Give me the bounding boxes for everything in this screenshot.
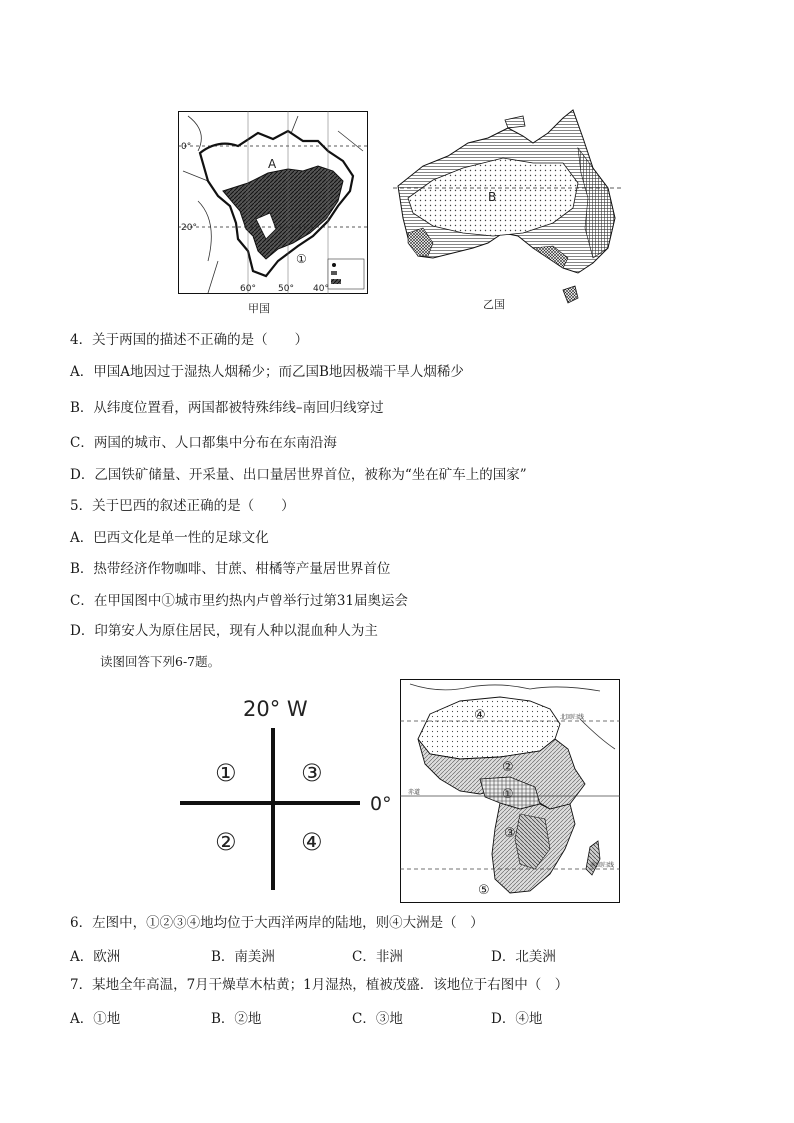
brazil-map-svg xyxy=(178,111,368,294)
lat-20-label: 20° xyxy=(181,223,197,233)
q4-option-b: B．从纬度位置看，两国都被特殊纬线–南回归线穿过 xyxy=(70,400,384,416)
lon-50-label: 50° xyxy=(278,284,294,294)
lon-40-label: 40° xyxy=(313,284,329,294)
africa-region-1: ① xyxy=(502,787,514,802)
africa-region-2: ② xyxy=(502,760,514,775)
tropic-north-label: 北回归线 xyxy=(560,714,585,721)
q6-option-b: B．南美洲 xyxy=(211,949,275,965)
lat-0-label: 0° xyxy=(181,142,192,152)
quadrant-4: ④ xyxy=(301,828,323,856)
australia-map-svg xyxy=(393,108,623,310)
region-label-b: B xyxy=(488,190,497,204)
q7-option-c: C．③地 xyxy=(352,1011,403,1027)
q7-option-d: D．④地 xyxy=(491,1011,543,1027)
q4-option-d: D．乙国铁矿储量、开采量、出口量居世界首位，被称为“坐在矿车上的国家” xyxy=(70,467,527,483)
q4-stem: 4．关于两国的描述不正确的是（ ） xyxy=(70,332,309,348)
q7-option-b: B．②地 xyxy=(211,1011,262,1027)
quadrant-3: ③ xyxy=(301,759,323,787)
africa-region-4: ④ xyxy=(474,708,486,723)
quadrant-2: ② xyxy=(215,828,237,856)
australia-map xyxy=(393,108,623,310)
q6-option-d: D．北美洲 xyxy=(491,949,556,965)
meridian-label: 20° W xyxy=(243,697,308,721)
australia-map-caption: 乙国 xyxy=(483,298,505,311)
q5-option-c: C．在甲国图中①城市里约热内卢曾举行过第31届奥运会 xyxy=(70,593,409,609)
q5-stem: 5．关于巴西的叙述正确的是（ ） xyxy=(70,498,295,514)
quadrant-1: ① xyxy=(215,759,237,787)
africa-region-5: ⑤ xyxy=(478,883,490,898)
q5-option-a: A．巴西文化是单一性的足球文化 xyxy=(70,530,269,546)
q6-option-a: A．欧洲 xyxy=(70,949,121,965)
q7-stem: 7．某地全年高温，7月干燥草木枯黄；1月湿热，植被茂盛．该地位于右图中（ ） xyxy=(70,977,569,993)
q5-option-d: D．印第安人为原住居民，现有人种以混血种人为主 xyxy=(70,623,378,639)
q6-stem: 6．左图中，①②③④地均位于大西洋两岸的陆地，则④大洲是（ ） xyxy=(70,915,484,931)
cross-diagram xyxy=(175,690,395,895)
region-label-a: A xyxy=(268,157,277,171)
africa-map xyxy=(400,679,620,903)
q6-option-c: C．非洲 xyxy=(352,949,403,965)
q7-option-a: A．①地 xyxy=(70,1011,121,1027)
q5-option-b: B．热带经济作物咖啡、甘蔗、柑橘等产量居世界首位 xyxy=(70,561,391,577)
city-label-1: ① xyxy=(296,252,307,266)
africa-map-svg xyxy=(400,679,620,903)
q4-option-a: A．甲国A地因过于湿热人烟稀少；而乙国B地因极端干旱人烟稀少 xyxy=(70,364,464,380)
brazil-map-caption: 甲国 xyxy=(248,302,270,315)
africa-region-3: ③ xyxy=(504,826,516,841)
equator-line-label: 赤道 xyxy=(408,789,421,796)
brazil-map xyxy=(178,111,368,294)
equator-label: 0° xyxy=(370,793,392,815)
lon-60-label: 60° xyxy=(240,284,256,294)
tropic-south-label: 南回归线 xyxy=(590,862,615,869)
cross-diagram-svg xyxy=(175,690,395,895)
intro-text: 读图回答下列6-7题。 xyxy=(100,654,221,669)
q4-option-c: C．两国的城市、人口都集中分布在东南沿海 xyxy=(70,435,337,451)
